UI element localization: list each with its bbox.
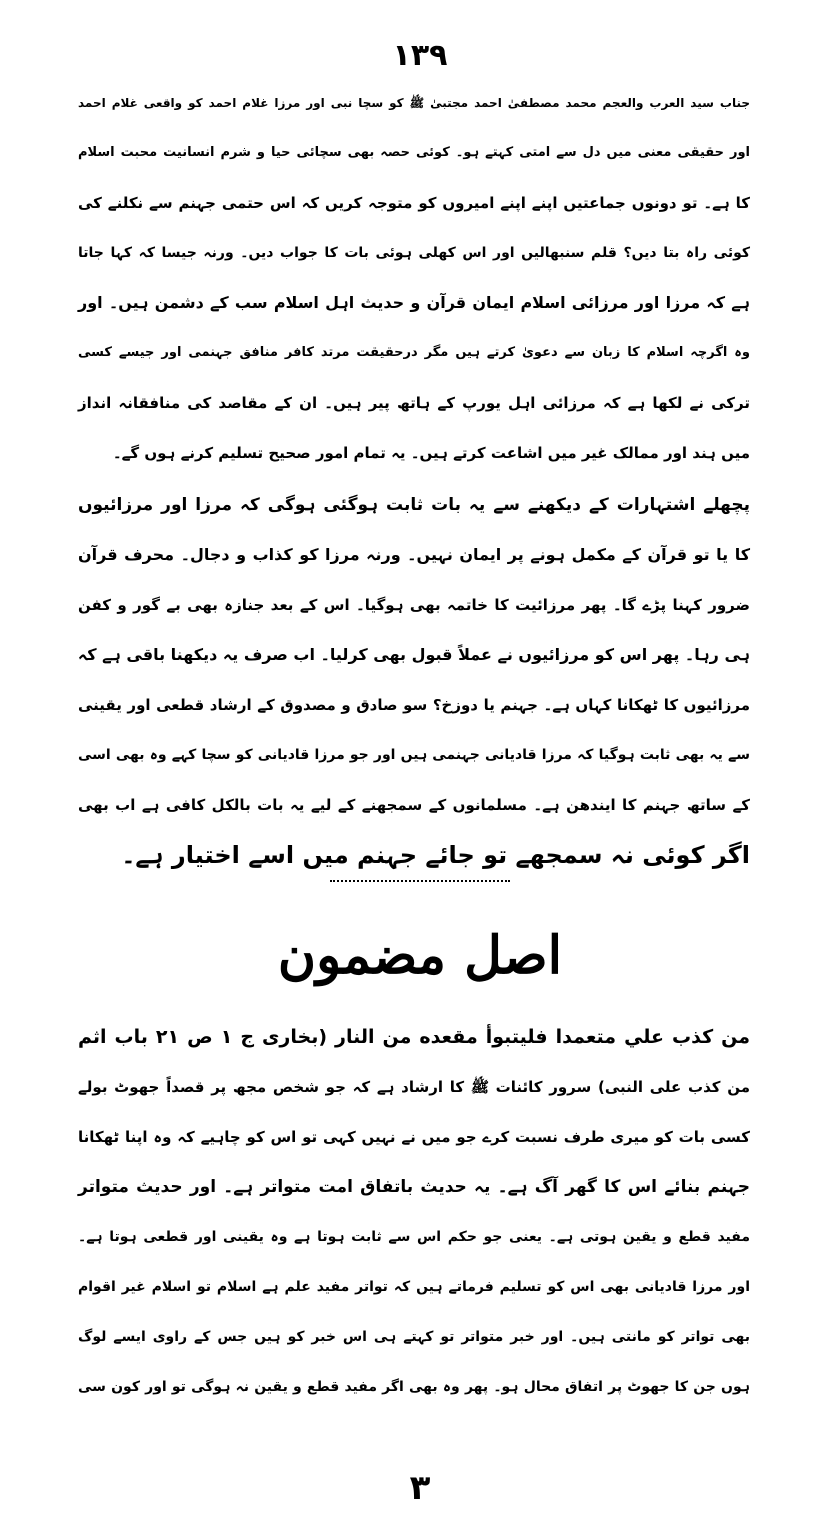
text-line: کسی بات کو میری طرف نسبت کرے جو میں نے نہیں کہی تو اس کو چاہیے کہ وہ اپنا ٹھکانا [78, 1128, 750, 1146]
text-line: من كذب علي متعمدا فليتبوأ مقعده من النار (بخاری ج ۱ ص ۲۱ باب اثم [78, 1026, 751, 1048]
text-line: کا ہے۔ تو دونوں جماعتیں اپنے اپنے امیروں کو متوجہ کریں کہ اس حتمی جہنم سے نکلنے کی [78, 194, 750, 212]
paragraph-3 [78, 1012, 750, 1412]
text-line: مفید قطع و یقین ہوتی ہے۔ یعنی جو حکم اس سے ثابت ہوتا ہے وہ یقینی اور قطعی ہوتا ہے۔ [78, 1229, 750, 1245]
text-line: سے یہ بھی ثابت ہوگیا کہ مرزا قادیانی جہنمی ہیں اور جو مرزا قادیانی کو سچا کہے وہ بھی اسی [78, 747, 750, 763]
text-line: میں ہند اور ممالک غیر میں اشاعت کرتے ہیں۔ یہ تمام امور صحیح تسلیم کرنے ہوں گے۔ [112, 444, 750, 462]
paragraph-2 [78, 480, 750, 880]
dotted-separator [330, 880, 510, 882]
text-line: مرزائیوں کا ٹھکانا کہاں ہے۔ جہنم یا دوزخ؟ سو صادق و مصدوق کے ارشاد قطعی اور یقینی [78, 696, 750, 714]
text-line: وہ اگرچہ اسلام کا زبان سے دعویٰ کرتے ہیں مگر درحقیقت مرتد کافر منافق جہنمی اور جیسے کسی [78, 345, 750, 360]
text-line: ضرور کہنا پڑے گا۔ پھر مرزائیت کا خاتمہ بھی ہوگیا۔ اس کے بعد جنازہ بھی بے گور و کفن [78, 596, 750, 614]
text-line: کوئی راہ بتا دیں؟ قلم سنبھالیں اور اس کھلی ہوئی بات کا جواب دیں۔ ورنہ جیسا کہ کہا جاتا [78, 245, 750, 261]
text-line: ترکی نے لکھا ہے کہ مرزائی اہل یورپ کے ہاتھ پیر ہیں۔ ان کے مقاصد کی منافقانہ انداز [78, 394, 750, 412]
text-line: اور حقیقی معنی میں دل سے امتی کہتے ہو۔ کوئی حصہ بھی سچائی حیا و شرم انسانیت محبت اسلام [78, 145, 750, 160]
footer-page-number: ۳ [409, 1468, 431, 1508]
text-line: کا یا تو قرآن کے مکمل ہونے پر ایمان نہیں۔ ورنہ مرزا کو کذاب و دجال۔ محرف قرآن [78, 545, 750, 564]
text-line: من کذب علی النبی) سرور کائنات ﷺ کا ارشاد ہے کہ جو شخص مجھ پر قصداً جھوٹ بولے [78, 1078, 750, 1096]
header-page-number: ۱۳۹ [392, 38, 448, 73]
text-line: کے ساتھ جہنم کا ایندھن ہے۔ مسلمانوں کے سمجھنے کے لیے یہ بات بالکل کافی ہے اب بھی [78, 796, 750, 814]
text-line: پچھلے اشتہارات کے دیکھنے سے یہ بات ثابت ہوگئی ہوگی کہ مرزا اور مرزائیوں [78, 495, 750, 515]
text-line: ہے کہ مرزا اور مرزائی اسلام ایمان قرآن و حدیث اہل اسلام سب کے دشمن ہیں۔ اور [78, 293, 750, 312]
section-title: اصل مضمون [277, 925, 563, 986]
text-line: اور مرزا قادیانی بھی اس کو تسلیم فرماتے ہیں کہ تواتر مفید علم ہے اسلام تو اسلام غیر اقوام [78, 1279, 750, 1295]
text-line: ہی رہا۔ پھر اس کو مرزائیوں نے عملاً قبول بھی کرلیا۔ اب صرف یہ دیکھنا باقی ہے کہ [77, 645, 750, 664]
text-line: اگر کوئی نہ سمجھے تو جائے جہنم میں اسے اختیار ہے۔ [121, 841, 750, 869]
text-line: بھی تواتر کو مانتی ہیں۔ اور خبر متواتر تو کہتے ہی اس خبر کو ہیں جس کے راوی ایسے لوگ [78, 1329, 750, 1345]
text-line: جہنم بنائے اس کا گھر آگ ہے۔ یہ حدیث باتفاق امت متواتر ہے۔ اور حدیث متواتر [78, 1177, 750, 1197]
text-line: جناب سید العرب والعجم محمد مصطفیٰ احمد مجتبیٰ ﷺ کو سچا نبی اور مرزا غلام احمد کو واقعی غلام احمد [78, 96, 750, 110]
paragraph-1 [78, 78, 750, 478]
text-line: ہوں جن کا جھوٹ پر اتفاق محال ہو۔ پھر وہ بھی اگر مفید قطع و یقین نہ ہوگی تو اور کون سی [78, 1379, 750, 1395]
